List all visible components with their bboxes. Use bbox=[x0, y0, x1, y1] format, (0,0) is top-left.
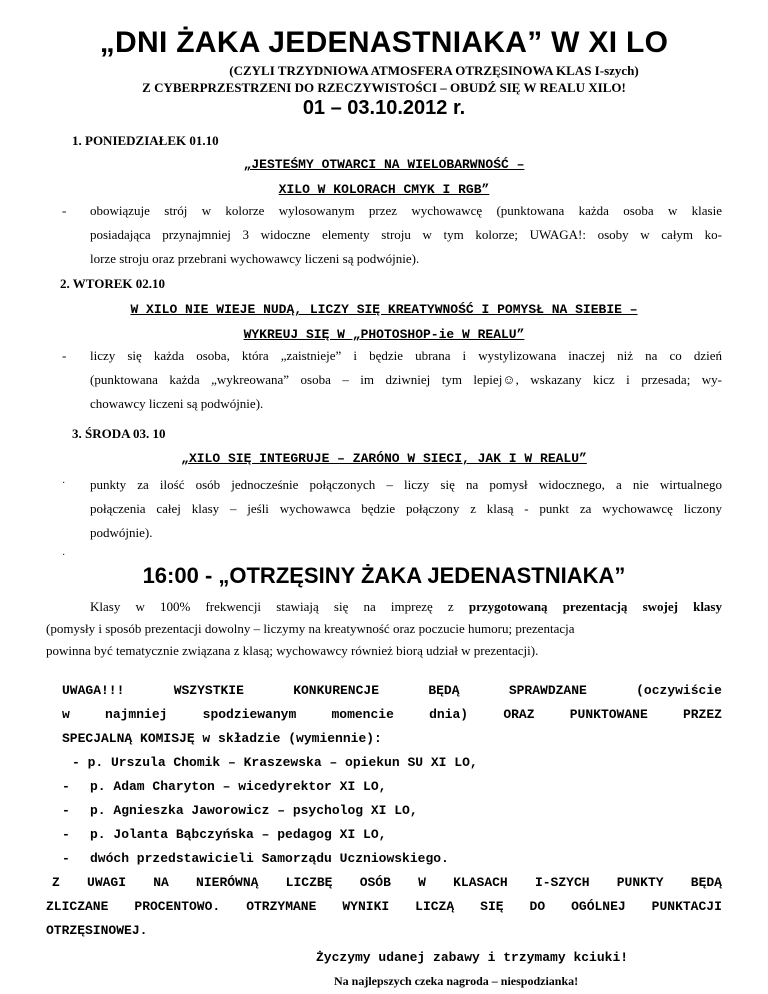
notice-word: (oczywiście bbox=[636, 683, 722, 698]
day-1-line-2: posiadająca przynajmniej 3 widoczne elementy stroju w tym kolorze; UWAGA!: osoby w całym ko- bbox=[90, 227, 722, 242]
committee-member-5: dwóch przedstawicieli Samorządu Uczniowskiego. bbox=[90, 851, 449, 866]
day-2-bullet: - bbox=[62, 348, 67, 363]
notice-word: spodziewanym bbox=[202, 707, 297, 722]
notice-word: w bbox=[62, 707, 70, 722]
final-word: OTRZYMANE bbox=[246, 899, 317, 914]
day-3-label: 3. ŚRODA 03. 10 bbox=[72, 426, 166, 441]
notice-word: dnia) bbox=[429, 707, 469, 722]
notice-word: momencie bbox=[331, 707, 394, 722]
day-2-theme-line-2: WYKREUJ SIĘ W „PHOTOSHOP-ie W REALU” bbox=[243, 327, 525, 342]
final-word: SIĘ bbox=[480, 899, 504, 914]
final-word: OSÓB bbox=[359, 875, 391, 890]
final-word: ZLICZANE bbox=[46, 899, 109, 914]
committee-member-3: p. Agnieszka Jaworowicz – psycholog XI LO, bbox=[90, 803, 418, 818]
day-1-label: 1. PONIEDZIAŁEK 01.10 bbox=[72, 133, 219, 148]
final-word: WYNIKI bbox=[342, 899, 390, 914]
final-word: NA bbox=[153, 875, 169, 890]
notice-word: PUNKTOWANE bbox=[569, 707, 648, 722]
event-line-1-emph: przygotowaną prezentacją swojej klasy bbox=[468, 599, 722, 614]
event-description bbox=[46, 596, 722, 662]
committee-dash-3: - bbox=[62, 803, 70, 818]
day-3-line-2: połączenia całej klasy – jeśli wychowawca będzie połączony z klasą - punkt za wychowawcę liczony bbox=[90, 501, 722, 516]
event-line-3: powinna być tematycznie związana z klasą; wychowawcy również biorą udział w prezentacji). bbox=[46, 643, 539, 658]
dates: 01 – 03.10.2012 r. bbox=[302, 97, 466, 119]
day-2-line-2: (punktowana każda „wykreowana” osoba – im dziwniej tym lepiej☺, wskazany kicz i przesada; wy- bbox=[90, 372, 722, 387]
day-1-line-1: obowiązuje strój w kolorze wylosowanym przez wychowawcę (punktowana każda osoba w klasie bbox=[90, 203, 722, 218]
final-word: PUNKTY bbox=[616, 875, 664, 890]
day-2-line-1: liczy się każda osoba, która „zaistnieje” i będzie ubrana i wystylizowana inaczej niż na co dzień bbox=[90, 348, 722, 363]
notice-line-1 bbox=[62, 683, 722, 698]
final-word: PROCENTOWO. bbox=[134, 899, 221, 914]
day-3-line-1: punkty za ilość osób jednocześnie połączonych – liczy się na pomysł widocznego, a nie wirtualnego bbox=[90, 477, 722, 492]
day-2-line-3: chowawcy liczeni są podwójnie). bbox=[90, 396, 264, 411]
final-line-2 bbox=[46, 899, 722, 914]
committee-dash-4: - bbox=[62, 827, 70, 842]
notice-word: PRZEZ bbox=[682, 707, 722, 722]
notice-word: najmniej bbox=[105, 707, 168, 722]
final-word: LICZBĘ bbox=[285, 875, 333, 890]
wish-text: Życzymy udanej zabawy i trzymamy kciuki! bbox=[316, 950, 629, 965]
committee-member-4: p. Jolanta Bąbczyńska – pedagog XI LO, bbox=[90, 827, 387, 842]
subtitle-1: (CZYLI TRZYDNIOWA ATMOSFERA OTRZĘSINOWA KLAS I-szych) bbox=[229, 63, 639, 78]
final-word: PUNKTACJI bbox=[651, 899, 722, 914]
committee-member-2: p. Adam Charyton – wicedyrektor XI LO, bbox=[90, 779, 387, 794]
notice-word: UWAGA!!! bbox=[62, 683, 125, 698]
page-title: „DNI ŻAKA JEDENASTNIAKA” W XI LO bbox=[99, 26, 669, 59]
committee-dash-2: - bbox=[62, 779, 70, 794]
notice-word: WSZYSTKIE bbox=[173, 683, 244, 698]
day-1-bullet: - bbox=[62, 203, 67, 218]
final-word: UWAGI bbox=[87, 875, 127, 890]
day-2-description bbox=[90, 344, 722, 416]
event-title: 16:00 - „OTRZĘSINY ŻAKA JEDENASTNIAKA” bbox=[142, 563, 626, 588]
subtitle-2: Z CYBERPRZESTRZENI DO RZECZYWISTOŚCI – OBUDŹ SIĘ W REALU XILO! bbox=[142, 80, 626, 95]
notice-word: BĘDĄ bbox=[428, 683, 460, 698]
final-line-3: OTRZĘSINOWEJ. bbox=[46, 923, 148, 938]
day-3-bullet: · bbox=[62, 478, 66, 489]
notice-word: SPRAWDZANE bbox=[508, 683, 587, 698]
day-2-label: 2. WTOREK 02.10 bbox=[60, 276, 165, 291]
committee-dash-5: - bbox=[62, 851, 70, 866]
final-word: LICZĄ bbox=[415, 899, 455, 914]
day-1-line-3: lorze stroju oraz przebrani wychowawcy liczeni są podwójnie). bbox=[90, 251, 420, 266]
final-word: Z bbox=[52, 875, 60, 890]
day-3-theme: „XILO SIĘ INTEGRUJE – ZARÓNO W SIECI, JAK I W REALU” bbox=[181, 451, 587, 466]
day-1-theme-line-1: „JESTEŚMY OTWARCI NA WIELOBARWNOŚĆ – bbox=[243, 157, 525, 172]
final-word: NIERÓWNĄ bbox=[196, 875, 259, 890]
notice-word: KONKURENCJE bbox=[293, 683, 380, 698]
day-3-description bbox=[90, 473, 722, 545]
final-line-1 bbox=[52, 875, 722, 890]
final-word: DO bbox=[529, 899, 546, 914]
notice-word: ORAZ bbox=[503, 707, 535, 722]
event-line-2: (pomysły i sposób prezentacji dowolny – liczymy na kreatywność oraz poczucie humoru; prezentacja bbox=[46, 621, 575, 636]
event-line-1 bbox=[46, 596, 722, 618]
day-3-bullet-empty: · bbox=[62, 550, 66, 561]
event-line-1-text: Klasy w 100% frekwencji stawiają się na imprezę z bbox=[90, 599, 469, 614]
final-word: W bbox=[418, 875, 426, 890]
day-3-line-3: podwójnie). bbox=[90, 525, 153, 540]
day-1-description bbox=[90, 199, 722, 271]
committee-member-1: - p. Urszula Chomik – Kraszewska – opiekun SU XI LO, bbox=[72, 755, 478, 770]
final-word: I-SZYCH bbox=[534, 875, 590, 890]
final-word: KLASACH bbox=[453, 875, 508, 890]
day-2-theme-line-1: W XILO NIE WIEJE NUDĄ, LICZY SIĘ KREATYWNOŚĆ I POMYSŁ NA SIEBIE – bbox=[130, 302, 638, 317]
notice-line-2 bbox=[62, 707, 722, 722]
notice-line-3: SPECJALNĄ KOMISJĘ w składzie (wymiennie): bbox=[62, 731, 382, 746]
final-word: OGÓLNEJ bbox=[571, 899, 626, 914]
prize-text: Na najlepszych czeka nagroda – niespodzianka! bbox=[334, 974, 579, 988]
day-1-theme-line-2: XILO W KOLORACH CMYK I RGB” bbox=[278, 182, 490, 197]
final-word: BĘDĄ bbox=[690, 875, 722, 890]
